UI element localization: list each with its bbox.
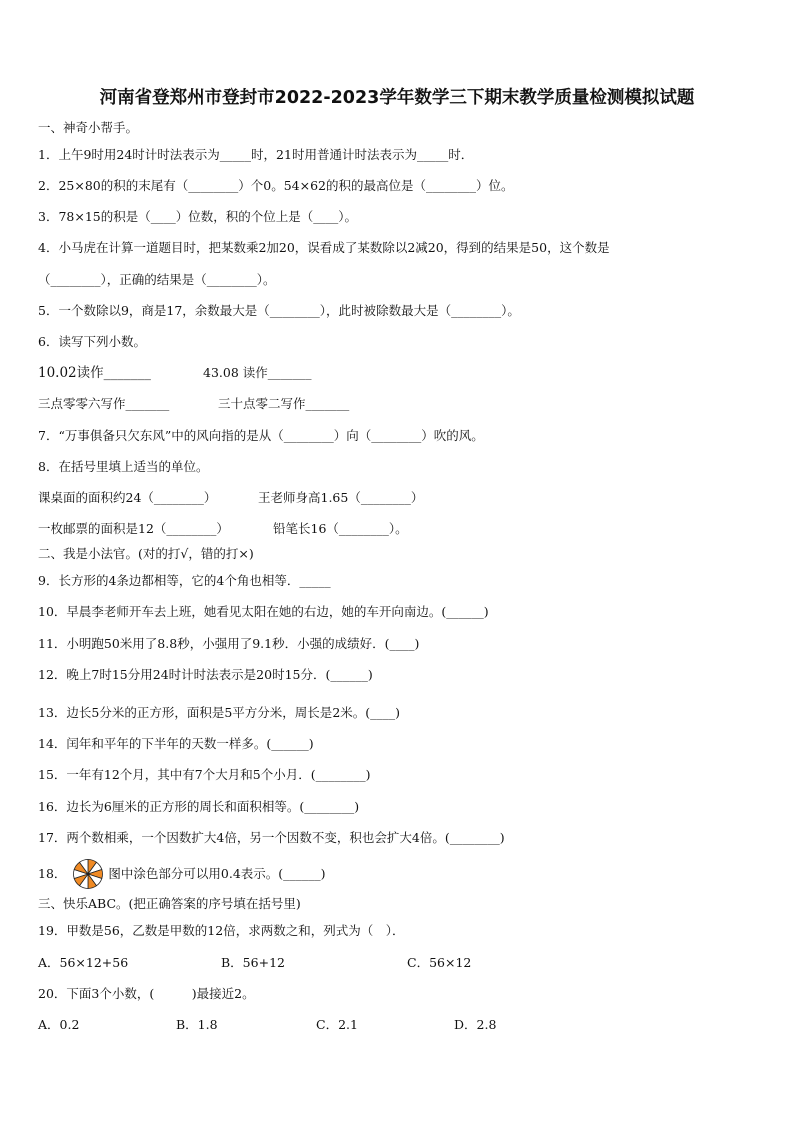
question-6-row-1	[38, 365, 312, 381]
question-6-item-d: 三十点零二写作_______	[218, 396, 350, 411]
question-19-option-b: B．56+12	[221, 955, 285, 970]
question-19: 19．甲数是56，乙数是甲数的12倍，求两数之和，列式为（ ）．	[38, 923, 405, 938]
question-18-number: 18．	[38, 866, 67, 881]
question-4-line-2: （________），正确的结果是（________）。	[38, 272, 276, 287]
question-8-item-d: 铅笔长16（________）。	[273, 521, 408, 536]
question-17: 17．两个数相乘，一个因数扩大4倍，另一个因数不变，积也会扩大4倍。(________)	[38, 830, 505, 845]
question-6-row-2	[38, 396, 349, 412]
question-7: 7．“万事俱备只欠东风”中的风向指的是从（________）向（________）吹的风。	[38, 428, 484, 443]
section-3-heading: 三、快乐ABC。(把正确答案的序号填在括号里)	[38, 896, 301, 911]
question-13: 13．边长5分米的正方形，面积是5平方分米，周长是2米。(____)	[38, 705, 401, 720]
question-6-item-a: 10.02读作_______	[38, 365, 151, 381]
question-20: 20．下面3个小数，( )最接近2。	[38, 986, 255, 1001]
question-10: 10．早晨李老师开车去上班，她看见太阳在她的右边，她的车开向南边。(______)	[38, 604, 489, 619]
question-5: 5．一个数除以9，商是17，余数最大是（________），此时被除数最大是（________）。	[38, 303, 520, 318]
question-8: 8．在括号里填上适当的单位。	[38, 459, 209, 474]
question-18-text: 图中涂色部分可以用0.4表示。(______)	[108, 866, 326, 881]
question-19-option-c: C．56×12	[407, 955, 472, 970]
question-19-options	[38, 955, 471, 971]
question-6-item-b: 43.08 读作_______	[203, 365, 312, 380]
question-20-option-c: C．2.1	[316, 1017, 358, 1032]
question-8-item-c: 一枚邮票的面积是12（________）	[38, 521, 229, 536]
question-15: 15．一年有12个月，其中有7个大月和5个小月．(________)	[38, 767, 371, 782]
question-12: 12．晚上7时15分用24时计时法表示是20时15分．(______)	[38, 667, 373, 682]
question-14: 14．闰年和平年的下半年的天数一样多。(______)	[38, 736, 314, 751]
question-8-item-a: 课桌面的面积约24（________）	[38, 490, 217, 505]
question-19-option-a: A．56×12+56	[38, 955, 129, 970]
pie-fraction-icon	[72, 858, 104, 890]
question-9: 9．长方形的4条边都相等，它的4个角也相等．_____	[38, 573, 331, 588]
question-20-option-a: A．0.2	[38, 1017, 80, 1032]
page-title: 河南省登郑州市登封市2022-2023学年数学三下期末教学质量检测模拟试题	[99, 88, 695, 108]
question-8-row-2	[38, 521, 408, 537]
question-18	[38, 858, 326, 890]
question-3: 3．78×15的积是（____）位数，积的个位上是（____）。	[38, 209, 357, 224]
shaded-circle-figure	[72, 858, 104, 890]
question-1: 1．上午9时用24时计时法表示为_____时，21时用普通计时法表示为_____时．	[38, 147, 474, 162]
question-8-item-b: 王老师身高1.65（________）	[258, 490, 424, 505]
question-20-options	[38, 1017, 496, 1033]
question-6: 6．读写下列小数。	[38, 334, 146, 349]
question-8-row-1	[38, 490, 423, 506]
question-2: 2．25×80的积的末尾有（________）个0。54×62的积的最高位是（________）位。	[38, 178, 514, 193]
question-6-item-c: 三点零零六写作_______	[38, 396, 170, 411]
section-2-heading: 二、我是小法官。(对的打√，错的打×)	[38, 546, 254, 561]
section-1-heading: 一、神奇小帮手。	[38, 120, 139, 135]
question-20-option-b: B．1.8	[176, 1017, 218, 1032]
question-4-line-1: 4．小马虎在计算一道题目时，把某数乘2加20，误看成了某数除以2减20，得到的结果是50，这个数是	[38, 240, 610, 255]
question-16: 16．边长为6厘米的正方形的周长和面积相等。(________)	[38, 799, 360, 814]
question-20-option-d: D．2.8	[454, 1017, 497, 1032]
question-11: 11．小明跑50米用了8.8秒，小强用了9.1秒．小强的成绩好．(____)	[38, 636, 420, 651]
